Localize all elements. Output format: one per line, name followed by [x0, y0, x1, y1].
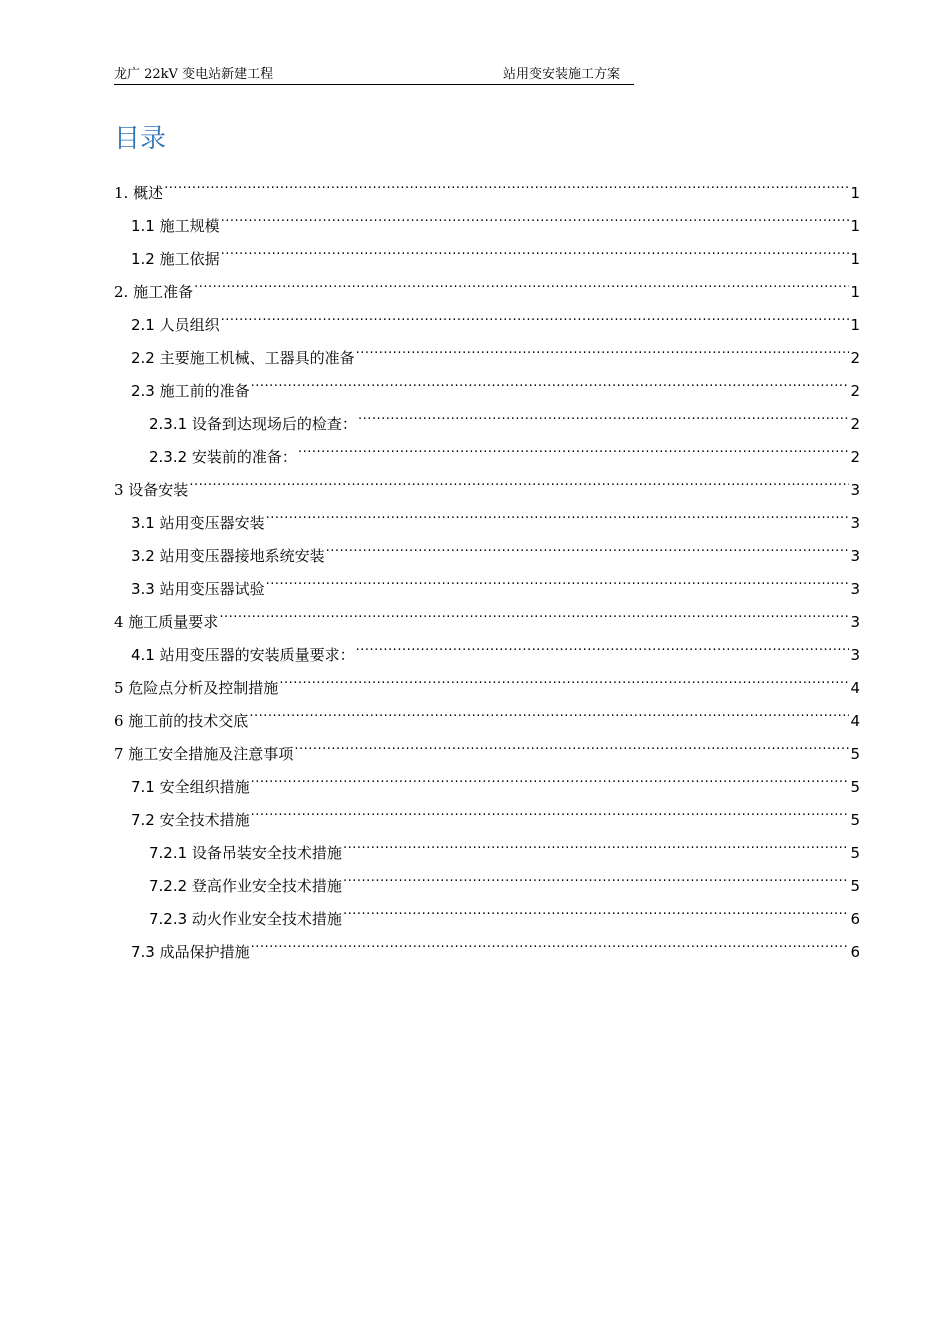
toc-entry-text: 2.3.1 设备到达现场后的检查：	[149, 415, 357, 433]
toc-page-number: 1	[850, 250, 860, 268]
toc-entry-text: 7.2.2 登高作业安全技术措施	[149, 877, 342, 895]
toc-entry-text: 2.1 人员组织	[131, 316, 220, 334]
toc-leader	[294, 726, 849, 759]
toc-entry-text: 1.2 施工依据	[131, 250, 220, 268]
toc-leader	[356, 627, 850, 660]
toc-entry-text: 2.3.2 安装前的准备：	[149, 448, 297, 466]
toc-entry-text: 3.3 站用变压器试验	[131, 580, 265, 598]
toc-entry-text: 5 危险点分析及控制措施	[114, 679, 279, 697]
toc-page-number: 3	[850, 613, 860, 631]
toc-entry-text: 3.1 站用变压器安装	[131, 514, 265, 532]
toc-entry[interactable]	[114, 627, 860, 664]
toc-leader	[358, 396, 850, 429]
toc-leader	[164, 165, 849, 198]
toc-page-number: 2	[850, 382, 860, 400]
toc-entry-text: 7.3 成品保护措施	[131, 943, 250, 961]
toc-leader	[251, 792, 850, 825]
toc-page-number: 6	[850, 943, 860, 961]
toc-page-number: 3	[850, 514, 860, 532]
toc-page-number: 4	[850, 712, 860, 730]
toc-entry[interactable]	[114, 594, 860, 631]
toc-page-number: 3	[850, 646, 860, 664]
toc-entry-text: 2.2 主要施工机械、工器具的准备	[131, 349, 355, 367]
toc-page-number: 1	[850, 184, 860, 202]
toc-leader	[343, 891, 850, 924]
toc-entry[interactable]	[114, 231, 860, 268]
toc-entry-text: 4.1 站用变压器的安装质量要求：	[131, 646, 355, 664]
toc-entry-text: 1.1 施工规模	[131, 217, 220, 235]
toc-page-number: 1	[850, 316, 860, 334]
toc-page-number: 4	[850, 679, 860, 697]
toc-leader	[189, 462, 849, 495]
toc-page-number: 3	[850, 547, 860, 565]
toc-leader	[194, 264, 849, 297]
toc-page-number: 1	[850, 217, 860, 235]
toc-page-number: 6	[850, 910, 860, 928]
toc-entry-text: 4 施工质量要求	[114, 613, 219, 631]
toc-page-number: 5	[850, 877, 860, 895]
toc-entry-text: 7.1 安全组织措施	[131, 778, 250, 796]
toc-page-number: 1	[850, 283, 860, 301]
toc-leader	[221, 297, 850, 330]
toc-leader	[221, 231, 850, 264]
toc-entry[interactable]	[114, 330, 860, 367]
toc-leader	[326, 528, 850, 561]
toc-leader	[219, 594, 849, 627]
toc-leader	[221, 198, 850, 231]
toc-leader	[266, 495, 850, 528]
toc-leader	[266, 561, 850, 594]
toc-page-number: 2	[850, 448, 860, 466]
toc-leader	[356, 330, 850, 363]
toc-leader	[279, 660, 849, 693]
toc-entry-text: 7 施工安全措施及注意事项	[114, 745, 294, 763]
toc-title: 目录	[114, 124, 167, 154]
table-of-contents	[114, 165, 860, 961]
toc-page-number: 5	[850, 844, 860, 862]
toc-entry-text: 2.3 施工前的准备	[131, 382, 250, 400]
toc-entry[interactable]	[114, 495, 860, 532]
toc-leader	[251, 924, 850, 957]
toc-page-number: 2	[850, 349, 860, 367]
toc-entry-text: 7.2 安全技术措施	[131, 811, 250, 829]
toc-entry-text: 2. 施工准备	[114, 283, 194, 301]
toc-entry[interactable]	[114, 297, 860, 334]
toc-page-number: 5	[850, 778, 860, 796]
toc-entry-text: 3 设备安装	[114, 481, 189, 499]
toc-page-number: 2	[850, 415, 860, 433]
toc-entry-text: 7.2.3 动火作业安全技术措施	[149, 910, 342, 928]
header-project-name: 龙广 22kV 变电站新建工程	[114, 67, 274, 82]
toc-page-number: 5	[850, 811, 860, 829]
toc-leader	[251, 363, 850, 396]
toc-entry-text: 6 施工前的技术交底	[114, 712, 249, 730]
toc-leader	[249, 693, 849, 726]
toc-entry[interactable]	[114, 264, 860, 301]
header-document-name: 站用变安装施工方案	[503, 67, 621, 82]
toc-entry-text: 7.2.1 设备吊装安全技术措施	[149, 844, 342, 862]
toc-entry[interactable]	[114, 198, 860, 235]
page-header	[114, 66, 634, 85]
toc-leader	[298, 429, 850, 462]
toc-entry[interactable]	[114, 462, 860, 499]
toc-entry[interactable]	[114, 165, 860, 202]
toc-entry-text: 1. 概述	[114, 184, 164, 202]
toc-leader	[343, 858, 850, 891]
toc-leader	[343, 825, 850, 858]
toc-page-number: 3	[850, 481, 860, 499]
toc-leader	[251, 759, 850, 792]
toc-page-number: 3	[850, 580, 860, 598]
toc-entry-text: 3.2 站用变压器接地系统安装	[131, 547, 325, 565]
toc-page-number: 5	[850, 745, 860, 763]
